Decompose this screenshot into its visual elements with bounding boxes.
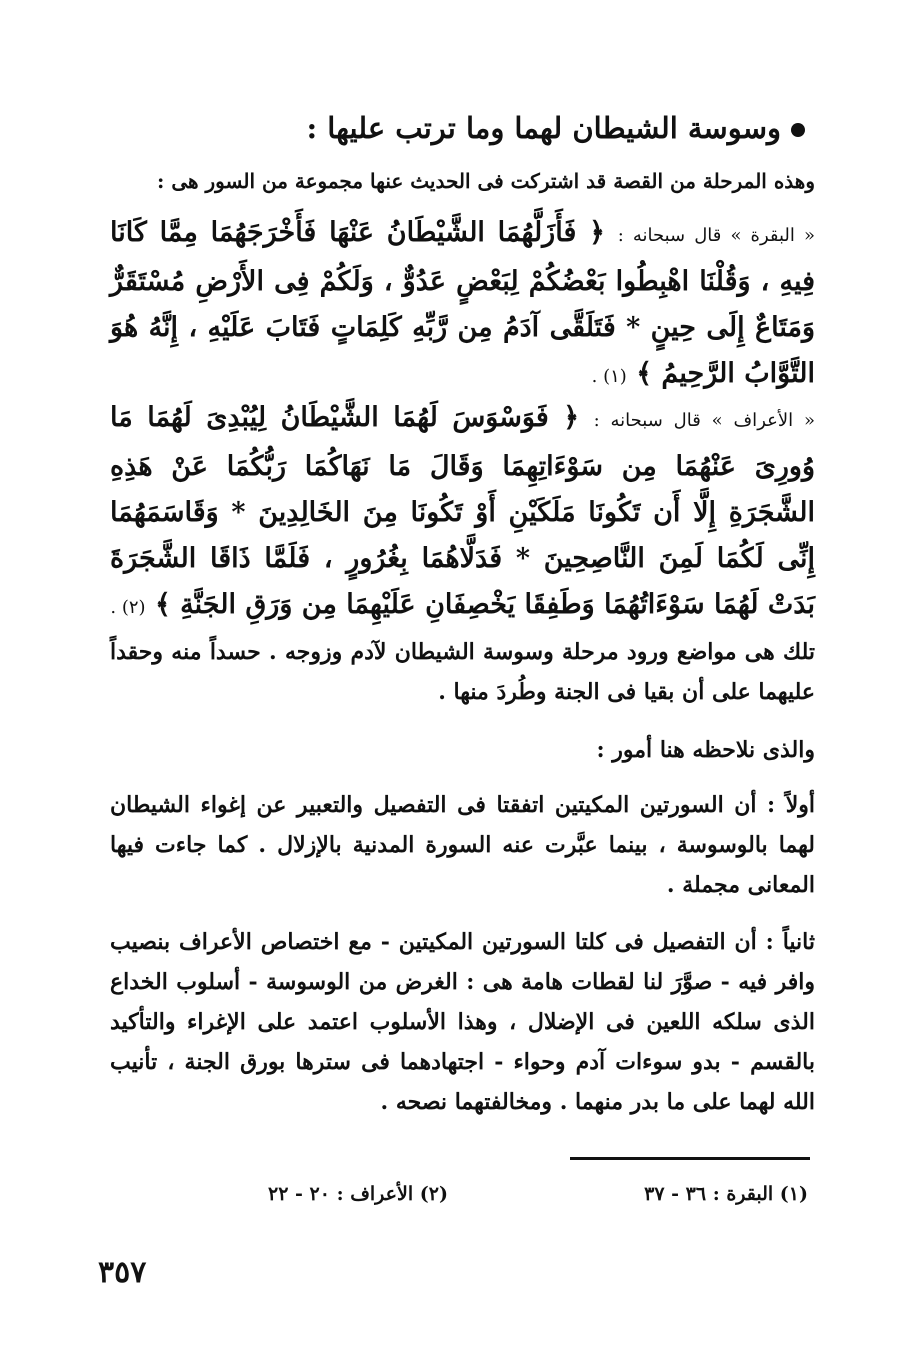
bullet-icon bbox=[791, 123, 805, 137]
quote-baqarah-ref: (١) . bbox=[591, 366, 627, 387]
footnote-1: (١) البقرة : ٣٦ - ٣٧ bbox=[644, 1183, 808, 1205]
section-heading-text: وسوسة الشيطان لهما وما ترتب عليها : bbox=[306, 111, 781, 145]
footnote-2: (٢) الأعراف : ٢٠ - ٢٢ bbox=[268, 1183, 448, 1205]
quote-baqarah-verse: ﴿ فَأَزَلَّهُمَا الشَّيْطَانُ عَنْهَا فَأَخْرَجَهُمَا مِمَّا كَانَا فِيهِ ، وَقُلْنَا اهْبِطُوا بَعْضُكُمْ لِبَعْضٍ عَدُوٌّ ، وَلَكُمْ فِى الأَرْضِ مُسْتَقَرٌّ وَمَتَاعٌ إِلَى حِينٍ * فَتَلَقَّى آدَمُ مِن رَّبِّهِ كَلِمَاتٍ فَتَابَ عَلَيْهِ ، إِنَّهُ هُوَ التَّوَّابُ الرَّحِيمُ ﴾ bbox=[110, 217, 815, 389]
paragraph-first-point: أولاً : أن السورتين المكيتين اتفقتا فى التفصيل والتعبير عن إغواء الشيطان لهما بالوسوسة ، بينما عبَّرت عنه السورة المدنية بالإزلال . كما جاءت فيها المعانى مجملة . bbox=[110, 792, 815, 898]
quote-araf-ref: (٢) . bbox=[110, 597, 146, 618]
paragraph-summary: تلك هى مواضع ورود مرحلة وسوسة الشيطان لآدم وزوجه . حسداً منه وحقداً عليهما على أن بقيا فى الجنة وطُردَ منها . bbox=[110, 639, 815, 705]
paragraph-observations-intro: والذى نلاحظه هنا أمور : bbox=[596, 737, 815, 763]
page-number: ٣٥٧ bbox=[98, 1255, 147, 1290]
footnote-divider bbox=[570, 1157, 810, 1160]
quote-baqarah-source: « البقرة » قال سبحانه : bbox=[617, 225, 816, 246]
quote-araf-verse: ﴿ فَوَسْوَسَ لَهُمَا الشَّيْطَانُ لِيُبْدِىَ لَهُمَا مَا وُورِىَ عَنْهُمَا مِن سَوْءَاتِهِمَا وَقَالَ مَا نَهَاكُمَا رَبُّكُمَا عَنْ هَذِهِ الشَّجَرَةِ إِلَّا أَن تَكُونَا مَلَكَيْنِ أَوْ تَكُونَا مِنَ الخَالِدِينَ * وَقَاسَمَهُمَا إِنِّى لَكُمَا لَمِنَ النَّاصِحِينَ * فَدَلَّاهُمَا بِغُرُورٍ ، فَلَمَّا ذَاقَا الشَّجَرَةَ بَدَتْ لَهُمَا سَوْءَاتُهُمَا وَطَفِقَا يَخْصِفَانِ عَلَيْهِمَا مِن وَرَقِ الجَنَّةِ ﴾ bbox=[110, 402, 815, 620]
intro-paragraph: وهذه المرحلة من القصة قد اشتركت فى الحديث عنها مجموعة من السور هى : bbox=[157, 169, 815, 193]
footnotes bbox=[268, 1183, 808, 1205]
quote-baqarah bbox=[110, 210, 815, 400]
quote-araf-source: « الأعراف » قال سبحانه : bbox=[593, 410, 815, 431]
section-heading bbox=[115, 108, 805, 148]
paragraph-second-point: ثانياً : أن التفصيل فى كلتا السورتين المكيتين - مع اختصاص الأعراف بنصيب وافر فيه - صوَّرَ لنا لقطات هامة هى : الغرض من الوسوسة - أسلوب الخداع الذى سلكه اللعين فى الإضلال ، وهذا الأسلوب اعتمد على الإغراء والتأكيد بالقسم - بدو سوءات آدم وحواء - اجتهادهما فى سترها بورق الجنة ، تأنيب الله لهما على ما بدر منهما . ومخالفتهما نصحه . bbox=[110, 929, 815, 1115]
quote-araf bbox=[110, 395, 815, 631]
